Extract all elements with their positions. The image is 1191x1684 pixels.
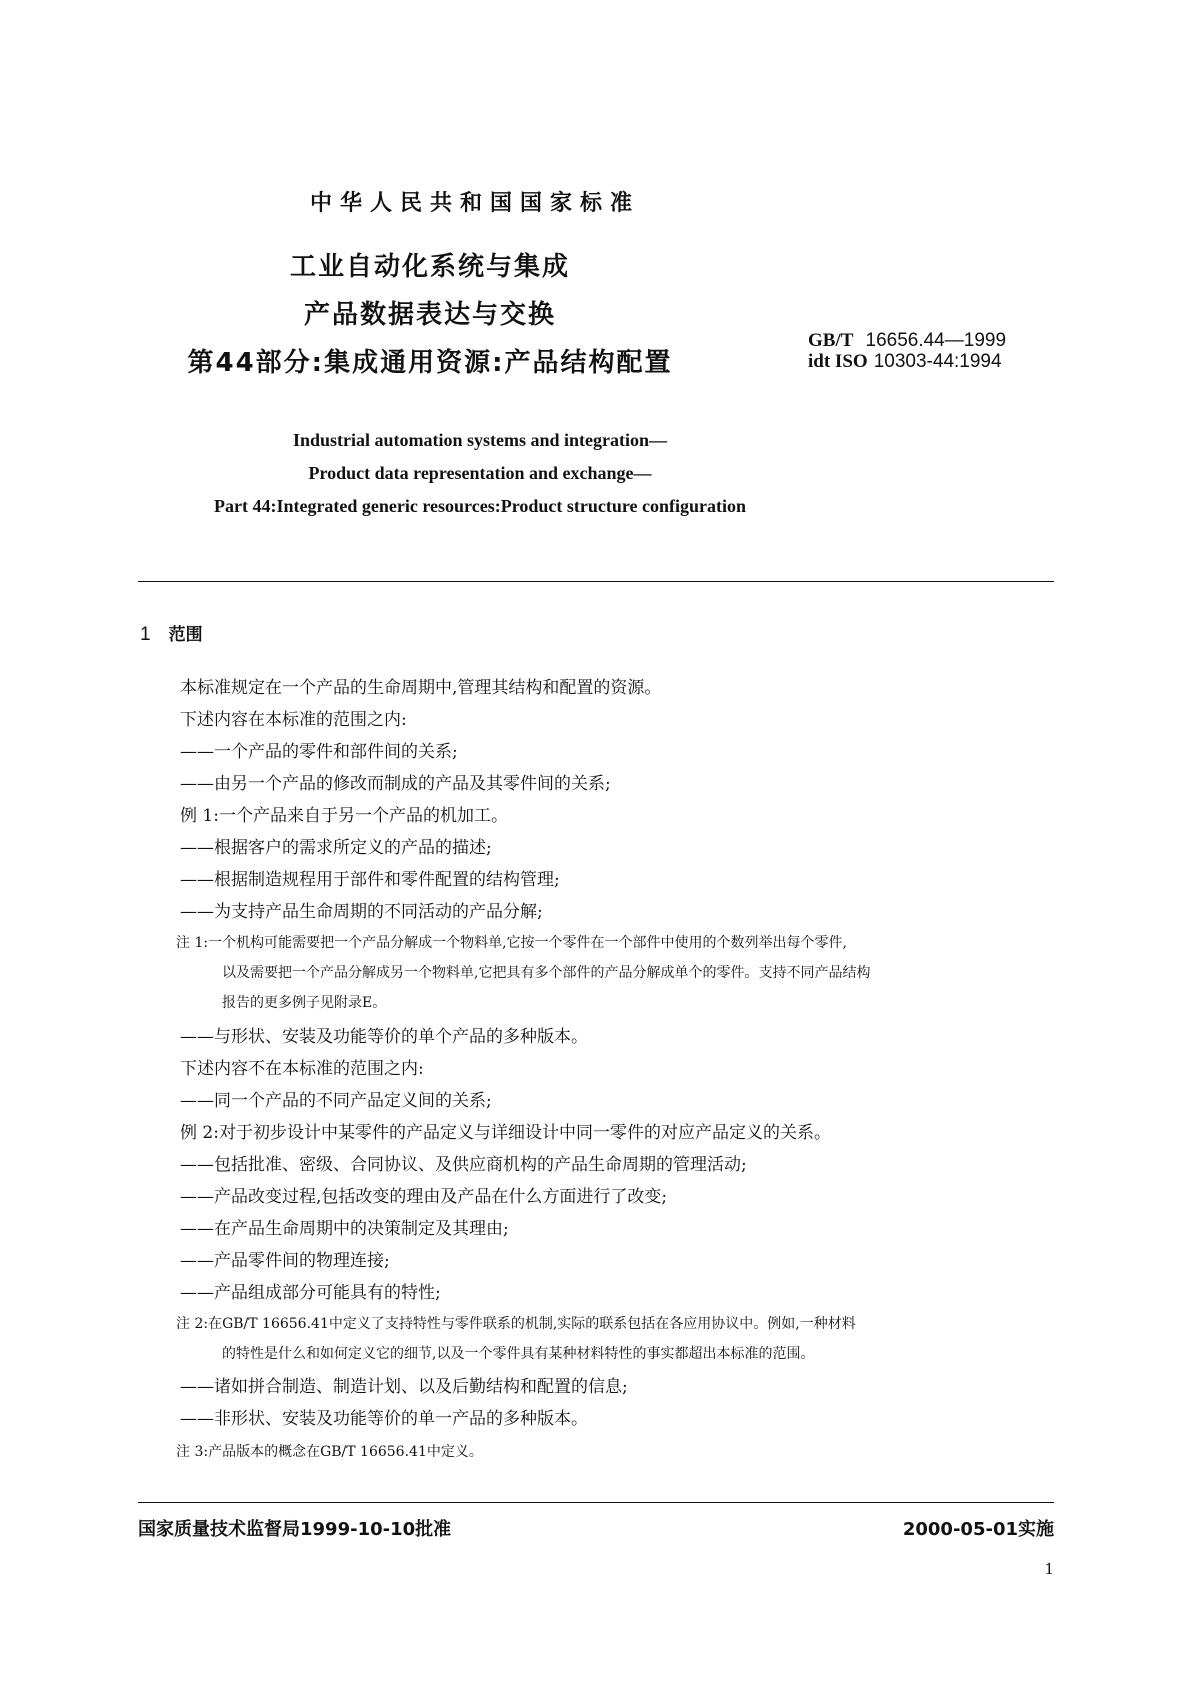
list-item: ——由另一个产品的修改而制成的产品及其零件间的关系; [180, 774, 611, 794]
list-item: ——产品改变过程,包括改变的理由及产品在什么方面进行了改变; [180, 1187, 668, 1207]
example-2: 例 2:对于初步设计中某零件的产品定义与详细设计中同一零件的对应产品定义的关系。 [180, 1123, 831, 1143]
note-3: 注 3:产品版本的概念在GB/T 16656.41中定义。 [176, 1444, 483, 1460]
list-item: ——同一个产品的不同产品定义间的关系; [180, 1091, 492, 1111]
paragraph-3: 下述内容不在本标准的范围之内: [180, 1059, 424, 1079]
national-standard-heading: 中华人民共和国国家标准 [309, 191, 640, 216]
list-item: ——根据客户的需求所定义的产品的描述; [180, 838, 492, 858]
page-number: 1 [1044, 1560, 1054, 1578]
gb-number: 16656.44—1999 [865, 330, 1007, 351]
note-1-line-3: 报告的更多例子见附录E。 [222, 995, 387, 1011]
note-2-line-2: 的特性是什么和如何定义它的细节,以及一个零件具有某种材料特性的事实都超出本标准的范围。 [222, 1346, 815, 1362]
list-item: ——非形状、安装及功能等价的单一产品的多种版本。 [180, 1409, 588, 1429]
iso-number: 10303-44:1994 [873, 351, 1002, 372]
note-1-line-2: 以及需要把一个产品分解成另一个物料单,它把具有多个部件的产品分解成单个的零件。支持不同产品结构 [222, 965, 871, 981]
section-heading [140, 620, 203, 646]
paragraph-2: 下述内容在本标准的范围之内: [180, 710, 407, 730]
cn-title-line-3: 第44部分:集成通用资源:产品结构配置 [187, 348, 673, 378]
effective-date: 2000-05-01实施 [902, 1519, 1054, 1540]
list-item: ——与形状、安装及功能等价的单个产品的多种版本。 [180, 1027, 588, 1047]
idt-label: idt ISO [808, 351, 868, 372]
list-item: ——根据制造规程用于部件和零件配置的结构管理; [180, 870, 560, 890]
list-item: ——一个产品的零件和部件间的关系; [180, 742, 458, 762]
note-1-line-1: 注 1:一个机构可能需要把一个产品分解成一个物料单,它按一个零件在一个部件中使用的个数列举出每个零件, [176, 935, 847, 951]
list-item: ——包括批准、密级、合同协议、及供应商机构的产品生命周期的管理活动; [180, 1155, 747, 1175]
list-item: ——产品零件间的物理连接; [180, 1251, 390, 1271]
section-number: 1 [140, 624, 151, 645]
list-item: ——诸如拼合制造、制造计划、以及后勤结构和配置的信息; [180, 1377, 628, 1397]
section-title: 范围 [168, 625, 203, 645]
approval-date: 国家质量技术监督局1999-10-10批准 [138, 1519, 452, 1540]
list-item: ——在产品生命周期中的决策制定及其理由; [180, 1219, 509, 1239]
list-item: ——产品组成部分可能具有的特性; [180, 1283, 441, 1303]
list-item: ——为支持产品生命周期的不同活动的产品分解; [180, 902, 543, 922]
en-title-line-1: Industrial automation systems and integration— [292, 430, 668, 450]
cn-title-line-2: 产品数据表达与交换 [303, 300, 556, 330]
en-title-line-3: Part 44:Integrated generic resources:Product structure configuration [213, 496, 747, 516]
cn-title-line-1: 工业自动化系统与集成 [289, 252, 570, 282]
note-2-line-1: 注 2:在GB/T 16656.41中定义了支持特性与零件联系的机制,实际的联系包括在各应用协议中。例如,一种材料 [176, 1316, 856, 1332]
paragraph-1: 本标准规定在一个产品的生命周期中,管理其结构和配置的资源。 [180, 678, 662, 698]
standard-number [808, 330, 1006, 372]
title-divider [138, 581, 1054, 582]
en-title-line-2: Product data representation and exchange— [308, 463, 652, 483]
footer-divider [138, 1502, 1054, 1503]
gb-label: GB/T [808, 330, 854, 351]
example-1: 例 1:一个产品来自于另一个产品的机加工。 [180, 806, 508, 826]
